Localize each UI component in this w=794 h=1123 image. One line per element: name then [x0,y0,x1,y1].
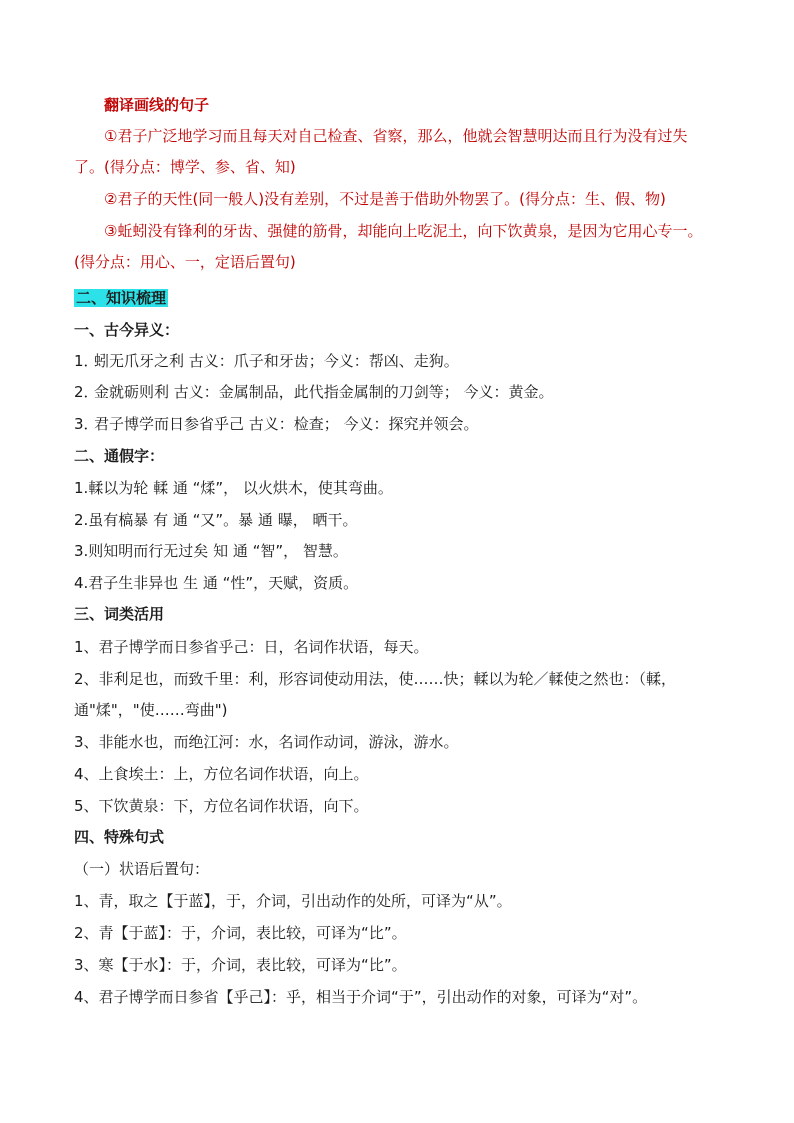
list-item: 1.輮以为轮 輮 通 “煣”， 以火烘木，使其弯曲。 [74,479,393,497]
item-text: 金就砺则利 古义：金属制品，此代指金属制的刀剑等； 今义：黄金。 [94,383,554,401]
translate-sentence-1b: 了。(得分点：博学、参、省、知) [74,158,296,176]
translate-sentence-1a: ①君子广泛地学习而且每天对自己检查、省察，那么，他就会智慧明达而且行为没有过失 [104,127,688,145]
list-item [74,413,734,435]
list-item: 3、寒【于水】：于，介词，表比较，可译为“比”。 [74,956,407,974]
list-item [74,381,734,403]
list-item: 2、非利足也，而致千里：利，形容词使动用法，使……快；輮以为轮／輮使之然也：（輮， [74,670,677,688]
knowledge-heading: 二、知识梳理 [76,289,167,307]
list-item: 3.则知明而行无过矣 知 通 “智”， 智慧。 [74,542,348,560]
section-heading [74,287,734,309]
item-number: 2． [74,383,99,401]
list-item: 3、非能水也，而绝江河：水，名词作动词，游泳，游水。 [74,733,459,751]
list-item: 5、下饮黄泉：下，方位名词作状语，向下。 [74,797,369,815]
translate-sentence-2: ②君子的天性(同一般人)没有差别，不过是善于借助外物罢了。(得分点：生、假、物) [104,190,666,208]
item-text: 蚓无爪牙之利 古义：爪子和牙齿；今义：帮凶、走狗。 [94,352,459,370]
teshu-subtitle: （一）状语后置句： [74,860,210,878]
item-number: 3． [74,415,99,433]
list-item: 4、上食埃土：上，方位名词作状语，向上。 [74,765,369,783]
list-item: 1、青，取之【于蓝】，于，介词，引出动作的处所，可译为“从”。 [74,892,512,910]
list-item: 通"煣"，"使……弯曲") [74,701,228,719]
list-item: 2、青【于蓝】：于，介词，表比较，可译为“比”。 [74,924,407,942]
teshu-title: 四、特殊句式 [74,828,165,846]
translate-sentence-3b: (得分点：用心、一，定语后置句) [74,253,296,271]
tongjia-title: 二、通假字： [74,447,165,465]
item-text: 君子博学而日参省乎己 古义：检查； 今义：探究并领会。 [94,415,479,433]
list-item: 2.虽有槁暴 有 通 “又”。暴 通 曝， 晒干。 [74,511,358,529]
list-item [74,350,734,372]
cilei-title: 三、词类活用 [74,605,165,623]
list-item: 4、君子博学而日参省【乎己】：乎，相当于介词“于”，引出动作的对象，可译为“对”。 [74,988,648,1006]
translate-sentence-3a: ③蚯蚓没有锋利的牙齿、强健的筋骨，却能向上吃泥土，向下饮黄泉，是因为它用心专一。 [104,222,703,240]
ancient-title: 一、古今异义： [74,321,180,339]
list-item: 1、君子博学而日参省乎己：日，名词作状语，每天。 [74,638,429,656]
list-item: 4.君子生非异也 生 通 “性”，天赋，资质。 [74,574,359,592]
item-number: 1． [74,352,99,370]
translate-title: 翻译画线的句子 [104,96,210,114]
